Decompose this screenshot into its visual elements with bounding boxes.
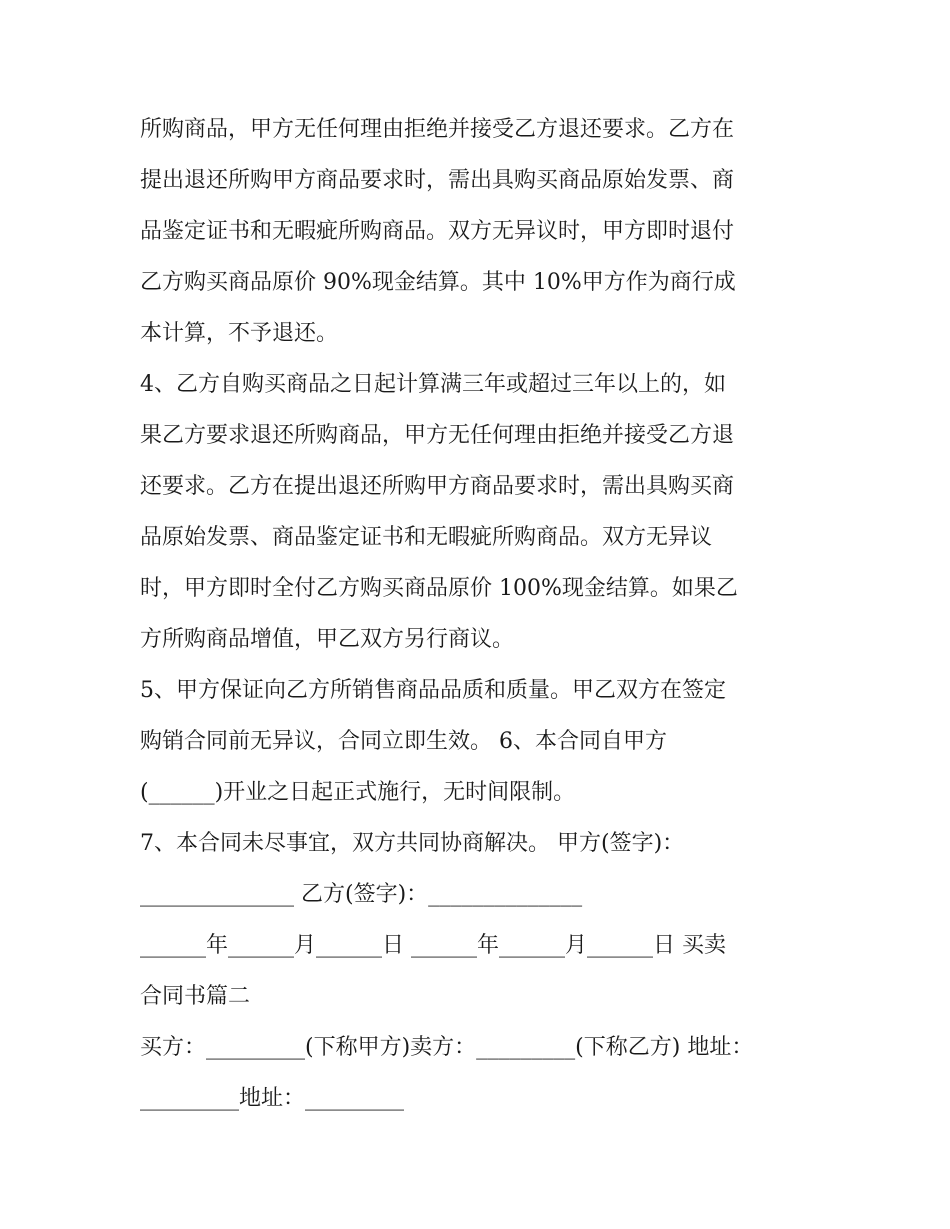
clause-5-line: 5、甲方保证向乙方所销售商品品质和质量。甲乙双方在签定	[140, 678, 726, 703]
text-line: 还要求。乙方在提出退还所购甲方商品要求时，需出具购买商	[140, 474, 735, 499]
clause-7-line: 7、本合同未尽事宜，双方共同协商解决。 甲方(签字)：	[140, 831, 685, 856]
address-line: _________地址：_________	[140, 1086, 405, 1111]
text-line: 方所购商品增值，甲乙双方另行商议。	[140, 627, 515, 652]
text-line: 本计算，不予退还。	[140, 321, 339, 346]
text-line: 品鉴定证书和无暇疵所购商品。双方无异议时，甲方即时退付	[140, 219, 735, 244]
text-line: 果乙方要求退还所购商品，甲方无任何理由拒绝并接受乙方退	[140, 423, 735, 448]
text-line: 乙方购买商品原价 90%现金结算。其中 10%甲方作为商行成	[140, 270, 736, 295]
date-line: ______年______月______日 ______年______月______日 买卖	[140, 933, 726, 958]
text-line: 时，甲方即时全付乙方购买商品原价 100%现金结算。如果乙	[140, 576, 738, 601]
party-line: 买方：_________(下称甲方)卖方：_________(下称乙方) 地址：	[140, 1035, 754, 1060]
document-body	[140, 104, 820, 1124]
text-line: 购销合同前无异议，合同立即生效。 6、本合同自甲方	[140, 729, 667, 754]
text-line: 所购商品，甲方无任何理由拒绝并接受乙方退还要求。乙方在	[140, 117, 735, 142]
text-line: 提出退还所购甲方商品要求时，需出具购买商品原始发票、商	[140, 168, 735, 193]
clause-4-line: 4、乙方自购买商品之日起计算满三年或超过三年以上的，如	[140, 372, 726, 397]
signature-line: ______________ 乙方(签字)：______________	[140, 882, 583, 907]
text-line: 品原始发票、商品鉴定证书和无暇疵所购商品。双方无异议	[140, 525, 713, 550]
section-title-line: 合同书篇二	[140, 984, 251, 1009]
text-line: (______)开业之日起正式施行，无时间限制。	[140, 780, 576, 805]
